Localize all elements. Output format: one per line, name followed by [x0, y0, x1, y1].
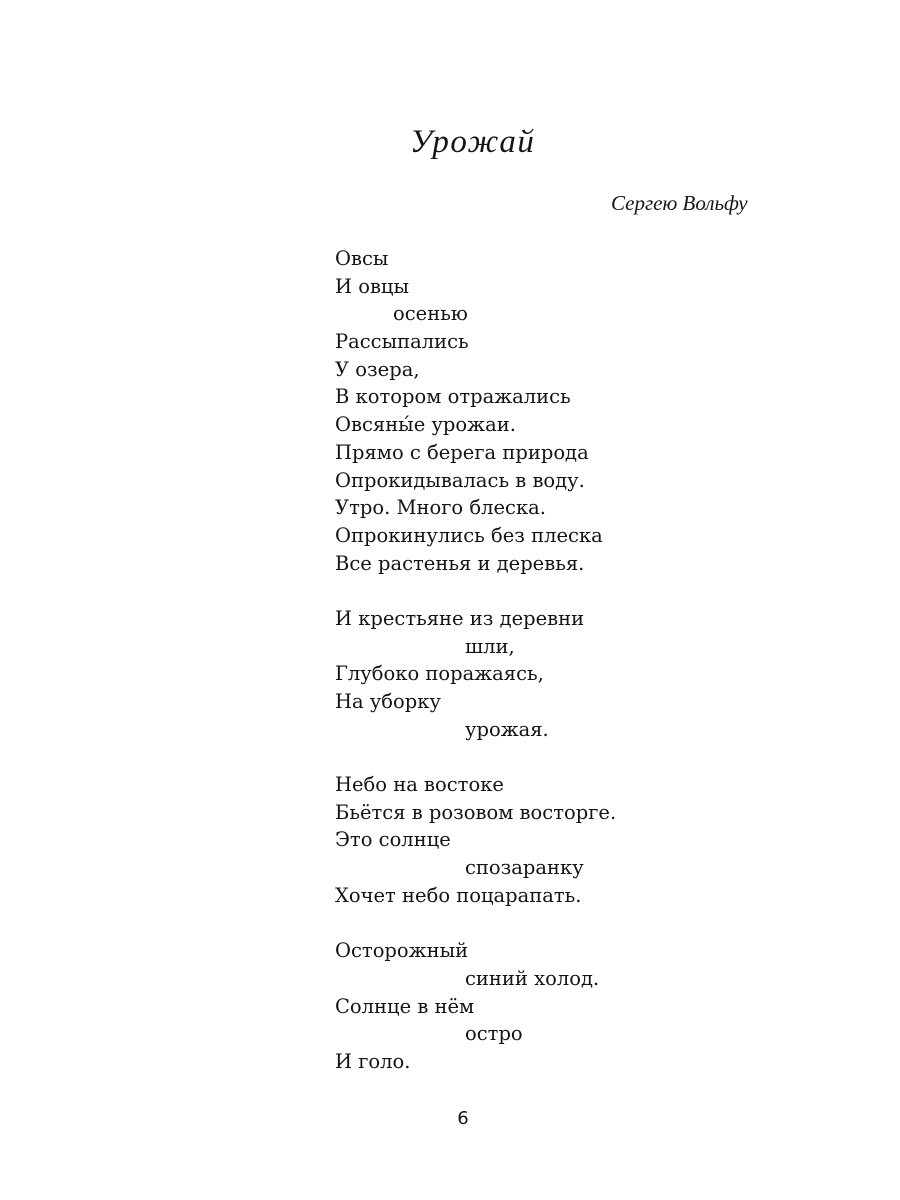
- poem-line: На уборку: [335, 690, 441, 713]
- poem-line: Солнце в нём: [335, 994, 475, 1018]
- poem-dedication: Сергею Вольфу: [611, 191, 748, 215]
- stanza-break: [335, 577, 616, 605]
- poem-line: осенью: [393, 302, 468, 326]
- stanza-2: [335, 605, 616, 743]
- poem-line: синий холод.: [465, 966, 600, 990]
- poem-line: Глубоко поражаясь,: [335, 662, 544, 686]
- poem-line: Осторожный: [335, 939, 469, 963]
- poem-line: Хочет небо поцарапать.: [335, 883, 582, 907]
- poem-line: спозаранку: [465, 856, 584, 880]
- poem-line: И овцы: [335, 274, 409, 298]
- stanza-4: [335, 937, 616, 1075]
- poem-line: Овсяны́е урожаи.: [335, 413, 516, 437]
- poem-line: Небо на востоке: [335, 773, 504, 797]
- stanza-break: [335, 910, 616, 938]
- poem-line: урожая.: [465, 717, 549, 741]
- poem-line: Рассыпались: [335, 330, 469, 354]
- page-number: 6: [457, 1108, 469, 1129]
- poem-title: Урожай: [410, 124, 536, 160]
- poem-line: шли,: [465, 634, 515, 658]
- poem-line: Опрокидывалась в воду.: [335, 468, 585, 492]
- poem-line: И голо.: [335, 1049, 411, 1073]
- poem-line: Прямо с берега природа: [335, 440, 589, 464]
- poem-line: остро: [465, 1022, 523, 1046]
- poem-line: У озера,: [335, 357, 420, 381]
- poem-line: Все растенья и деревья.: [335, 551, 585, 575]
- poem-line: И крестьяне из деревни: [335, 606, 585, 630]
- poem-line: Овсы: [335, 247, 389, 270]
- stanza-1: [335, 245, 616, 577]
- poem-line: В котором отражались: [335, 385, 571, 409]
- poem-line: Опрокинулись без плеска: [335, 523, 603, 547]
- poem-line: Бьётся в розовом восторге.: [335, 800, 617, 824]
- poem-body: [335, 245, 616, 1076]
- stanza-break: [335, 743, 616, 771]
- poem-line: Это солнце: [335, 828, 451, 852]
- stanza-3: [335, 771, 616, 909]
- poem-line: Утро. Много блеска.: [335, 496, 546, 520]
